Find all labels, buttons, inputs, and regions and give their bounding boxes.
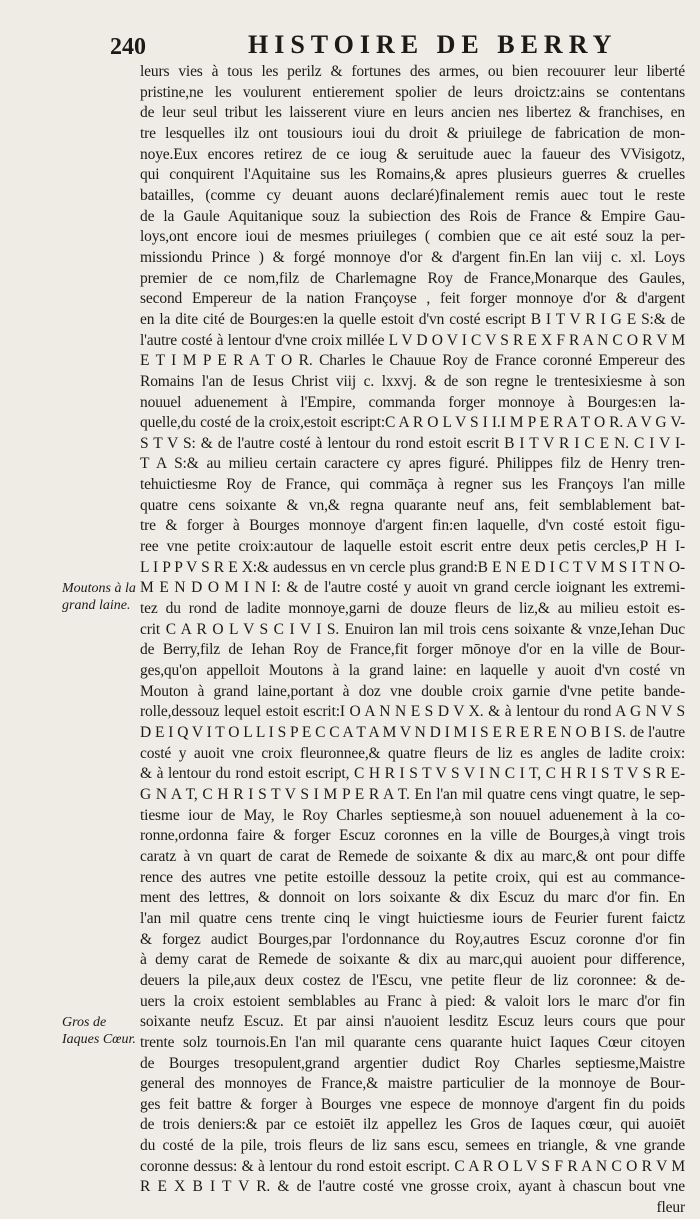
text-line: tre & forger à Bourges monnoye d'argent fin:en laquelle, d'vn costé estoit figu-: [140, 517, 685, 535]
margin-note: Moutons à la grand laine.: [62, 581, 136, 613]
text-line: de trois deniers:& par ce estoiēt ilz appellez les Gros de Iaques cœur, qui auoiēt: [140, 1116, 685, 1134]
running-title: HISTOIRE DE BERRY: [248, 30, 618, 59]
text-line: du costé de la pile, trois fleurs de liz sans escu, semees en triangle, & vne grande: [140, 1137, 685, 1155]
text-line: coronne dessus: & à lentour du rond estoit escript. C A R O L V S F R A N C O R V M: [140, 1157, 685, 1175]
text-line: rence des autres vne petite estoille dessouz la petite croix, qui est au commance-: [140, 868, 685, 886]
text-line: R E X B I T V R. & de l'autre costé vne grosse croix, ayant à chascun bout vne: [140, 1178, 685, 1196]
text-line: second Empereur de la nation Françoyse , feit forger monnoye d'or & d'argent: [140, 290, 685, 308]
text-line: deuers la pile,aux deux costez de l'Escu, vne petite fleur de liz coronnee: & de-: [140, 971, 685, 989]
text-line: caratz à vn quart de carat de Remede de soixante & dix au marc,& ont pour diffe: [140, 847, 685, 865]
text-line: nouuel aduenement à l'Empire, commanda forger monnoye à Bourges:en la-: [140, 393, 685, 411]
text-line: de Berry,filz de Iehan Roy de France,fit forger mōnoye d'or en la ville de Bour-: [140, 641, 685, 659]
text-line: trente solz tournois.En l'an mil quarante cens quarante huict Iaques Cœur citoyen: [140, 1033, 685, 1051]
text-line: quelle,du costé de la croix,estoit escript:C A R O L V S I I.I M P E R A T O R. A V G V-: [140, 414, 685, 432]
text-line: pristine,ne les voulurent entierement spolier de leurs droictz:ains se contentans: [140, 83, 685, 101]
text-line: Mouton à grand laine,portant à doz vne double croix garnie d'vne petite bande-: [140, 682, 685, 700]
text-line: ges feit battre & forger à Bourges vne espece de monnoye d'argent fin du poids: [140, 1095, 685, 1113]
text-line: premier de ce nom,filz de Charlemagne Roy de France,Monarque des Gaules,: [140, 269, 685, 287]
page-number: 240: [110, 34, 146, 60]
text-line: fleur: [656, 1199, 685, 1217]
text-line: en la dite cité de Bourges:en la quelle estoit d'vn costé escript B I T V R I G E S:& de: [140, 310, 685, 328]
text-line: general des monnoyes de France,& maistre particulier de la monnoye de Bour-: [140, 1075, 685, 1093]
text-line: l'an mil quatre cens trente cinq le vingt huictiesme iours de Feurier furent faictz: [140, 909, 685, 927]
text-line: D E I Q V I T O L L I S P E C C A T A M V N D I M I S E R E R E N O B I S. de l'autre: [140, 724, 685, 741]
page-header: [110, 30, 690, 64]
text-line: leurs vies à tous les perilz & fortunes des armes, ou bien recouurer leur liberté: [140, 63, 685, 80]
text-line: Romains l'an de Iesus Christ viij c. lxxvj. & de son regne le trentesixiesme à son: [140, 372, 685, 390]
text-line: crit C A R O L V S C I V I S. Enuiron lan mil trois cens soixante & vnze,Iehan Duc: [140, 620, 685, 638]
text-line: ges,qu'on appelloit Moutons à la grand laine: en laquelle y auoit d'vn costé vn: [140, 662, 685, 680]
text-line: ree vne petite croix:autour de laquelle estoit escrit entre deux petis cercles,P H I-: [140, 538, 685, 556]
text-line: M E N D O M I N I: & de l'autre costé y auoit vn grand cercle ioignant les extremi-: [140, 579, 685, 597]
text-line: ronne,ordonna faire & forger Escuz coronnes en la ville de Bourges,à vingt trois: [140, 827, 685, 845]
text-line: ment des lettres, & donnoit on lors soixante & dix Escuz du marc d'or fin. En: [140, 889, 685, 907]
text-line: G N A T, C H R I S T V S I M P E R A T. En l'an mil quatre cens vingt quatre, le sep-: [140, 785, 685, 803]
text-line: uers la croix estoient semblables au Franc à pied: & valoit lors le marc d'or fin: [140, 992, 685, 1010]
text-line: L I P P V S R E X:& audessus en vn cercle plus grand:B E N E D I C T V M S I T N O-: [140, 558, 685, 576]
text-line: qui conquirent l'Aquitaine sus les Romains,& apres plusieurs guerres & cruelles: [140, 166, 685, 184]
text-line: & à lentour du rond estoit escript, C H R I S T V S V I N C I T, C H R I S T V S R E-: [140, 765, 685, 783]
text-line: E T I M P E R A T O R. Charles le Chauue Roy de France coronné Empereur des: [140, 352, 685, 370]
text-line: de la Gaule Aquitanique souz la subiection des Rois de France & Empire Gau-: [140, 207, 685, 225]
text-line: batailles, (comme cy deuant auons declaré)finalement remis auec tout le reste: [140, 186, 685, 204]
text-line: rolle,dessouz lequel estoit escrit:I O A N N E S D V X. & à lentour du rond A G N V S: [140, 703, 685, 721]
text-line: loys,ont encore ioui de mesmes priuileges ( combien que ce ait esté souz la per-: [140, 228, 685, 246]
text-line: tiesme iour de May, le Roy Charles septiesme,à son nouuel aduenement à la co-: [140, 806, 685, 824]
text-line: l'autre costé à lentour d'vne croix millée L V D O V I C V S R E X F R A N C O R V M: [140, 331, 685, 349]
text-line: noye.Eux encores retirez de ce ioug & seruitude auec la faueur des VVisigotz,: [140, 145, 685, 163]
text-line: tehuictiesme Roy de France, qui commāça à regner sus les Françoys l'an mille: [140, 476, 685, 494]
text-line: & forgez audict Bourges,par l'ordonnance du Roy,autres Escuz coronne d'or fin: [140, 930, 685, 948]
text-line: costé y auoit vne croix fleuronnee,& quatre fleurs de liz es angles de ladite croix:: [140, 744, 685, 762]
text-line: soixante neufz Escuz. Et par ainsi n'auoient lesditz Escuz leurs cours que pour: [140, 1013, 685, 1031]
text-line: de Bourges tresopulent,grand argentier dudict Roy Charles septiesme,Maistre: [140, 1054, 685, 1072]
text-line: de leur seul tribut les laisserent viure en leurs ancien nes libertez & franchises, en: [140, 104, 685, 122]
text-line: tre lesquelles ilz ont tousiours ioui du droit & priuilege de fabrication de mon-: [140, 124, 685, 142]
text-line: T A S:& au milieu certain caractere cy apres figuré. Philippes filz de Henry tren-: [140, 455, 685, 473]
text-line: missiondu Prince ) & forgé monnoye d'or & d'argent fin.En lan viij c. xl. Loys: [140, 248, 685, 266]
text-line: S T V S: & de l'autre costé à lentour du rond estoit escrit B I T V R I C E N. C I V I-: [140, 434, 685, 452]
body-text: [140, 62, 685, 1219]
text-line: quatre cens soixante & vn,& regna quarante neuf ans, feit semblablement bat-: [140, 496, 685, 514]
text-line: tez du rond de ladite monnoye,garni de douze fleurs de liz,& au milieu estoit es-: [140, 600, 685, 618]
text-line: à demy carat de Remede de soixante & dix au marc,qui auoient pour difference,: [140, 951, 685, 969]
margin-note: Gros de Iaques Cœur.: [62, 1015, 136, 1047]
